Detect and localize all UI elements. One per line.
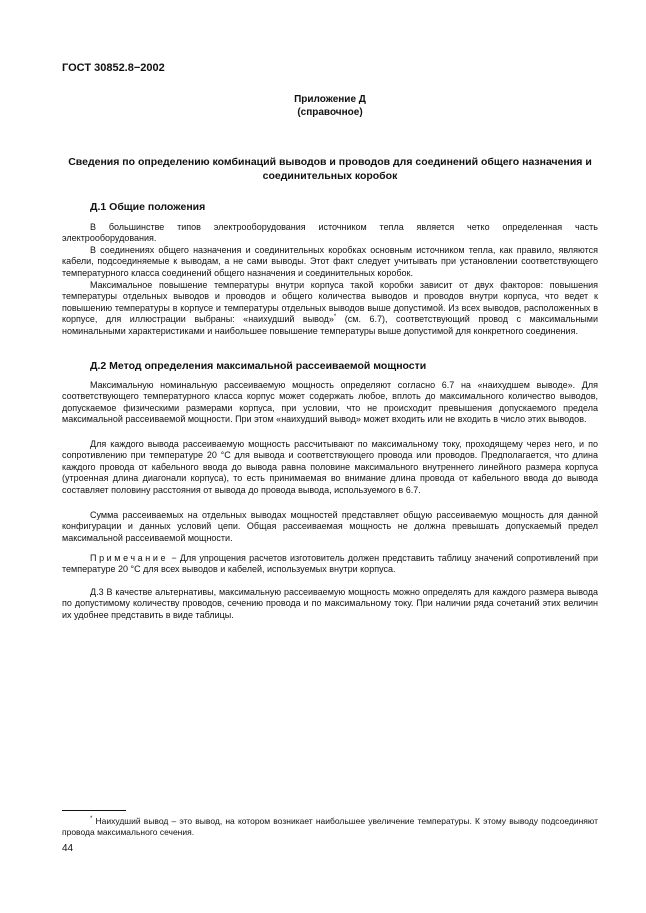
section-1-paragraph-3-part-a: Максимальное повышение температуры внутри корпуса такой коробки зависит от двух факторов: повышения температуры отдельных выводов и проводов и общего количества выводов и проводов внутри корпуса, что ведет к повышению температуры в корпусе и температуры отдельных выводов выше допустимой. Из всех выводов, расположенных в корпусе, для иллюстрации выбраны: «наихудший вывод»	[62, 280, 598, 325]
footnote	[62, 816, 598, 838]
section-1-paragraph-3-part-b: (см. 6.7), соответствующий провод с максимальными номинальными характеристиками и наибольшее повышение температуры выше допустимой для конкретного соединения.	[62, 314, 598, 336]
section-1-title: Д.1 Общие положения	[90, 201, 206, 213]
footnote-text: Наихудший вывод – это вывод, на котором возникает наибольшее увеличение температуры. К этому выводу подсоединяют провода максимального сечения.	[62, 816, 598, 837]
main-title: Сведения по определению комбинаций выводов и проводов для соединений общего назначения и соединительных коробок	[68, 156, 592, 182]
section-1-paragraph-3	[62, 280, 598, 337]
section-3-paragraph: Д.3 В качестве альтернативы, максимальную рассеиваемую мощность можно определять для каждого размера вывода по допустимому количеству проводов, сечению провода и по максимальному току. При наличии ряда сочетаний этих величин их удобнее представить в виде таблицы.	[62, 587, 598, 620]
footnote-divider	[62, 810, 126, 811]
section-1-paragraph-1: В большинстве типов электрооборудования источником тепла является четко определенная часть электрооборудования.	[62, 222, 598, 244]
footnote-mark: *	[90, 816, 93, 823]
appendix-title: Приложение Д	[294, 94, 366, 105]
page-number: 44	[62, 843, 74, 854]
section-2-note	[62, 553, 598, 576]
section-2-title: Д.2 Метод определения максимальной рассеиваемой мощности	[90, 360, 427, 372]
section-1-paragraph-2: В соединениях общего назначения и соединительных коробках основным источником тепла, как правило, являются кабели, подсоединяемые к выводам, а не сами выводы. Этот факт следует учитывать при установлении соответствующего температурного класса соединений общего назначения и соединительных коробок.	[62, 245, 598, 278]
appendix-type: (справочное)	[297, 107, 363, 118]
section-2-paragraph-1: Максимальную номинальную рассеиваемую мощность определяют согласно 6.7 на «наихудшем выводе». Для соответствующего температурного класса корпус может содержать любое, вплоть до максимального количество выводов, допускаемое физическими размерами корпуса, при условии, что не происходит превышения допускаемого предела максимальной рассеиваемой мощности. При этом «наихудший вывод» может входить или не входить в число этих выводов.	[62, 380, 598, 425]
section-2-paragraph-3: Сумма рассеиваемых на отдельных выводах мощностей представляет общую рассеиваемую мощность для данной конфигурации и данных условий цепи. Общая рассеиваемая мощность не должна превышать допускаемый предел максимальной рассеиваемой мощности.	[62, 510, 598, 543]
note-text: − Для упрощения расчетов изготовитель должен представить таблицу значений сопротивлений при температуре 20 °С для всех выводов и кабелей, используемых внутри корпуса.	[62, 553, 598, 575]
section-2-paragraph-2: Для каждого вывода рассеиваемую мощность рассчитывают по максимальному току, проходящему через него, и по сопротивлению при температуре 20 °С для вывода и соответствующего провода или проводов. Предполагается, что длина каждого провода от кабельного ввода до вывода равна половине максимального внутреннего линейного размера корпуса (утроенная длина диагонали корпуса), то есть принимаемая во внимание длина провода от кабельного ввода до вывода составляет половину расстояния от вывода до провода вывода, используемого в 6.7.	[62, 439, 598, 495]
appendix-heading	[62, 93, 598, 119]
footnote-reference-mark: *	[333, 314, 337, 321]
document-header-id: ГОСТ 30852.8−2002	[62, 62, 165, 74]
note-label: Примечание	[90, 553, 169, 563]
